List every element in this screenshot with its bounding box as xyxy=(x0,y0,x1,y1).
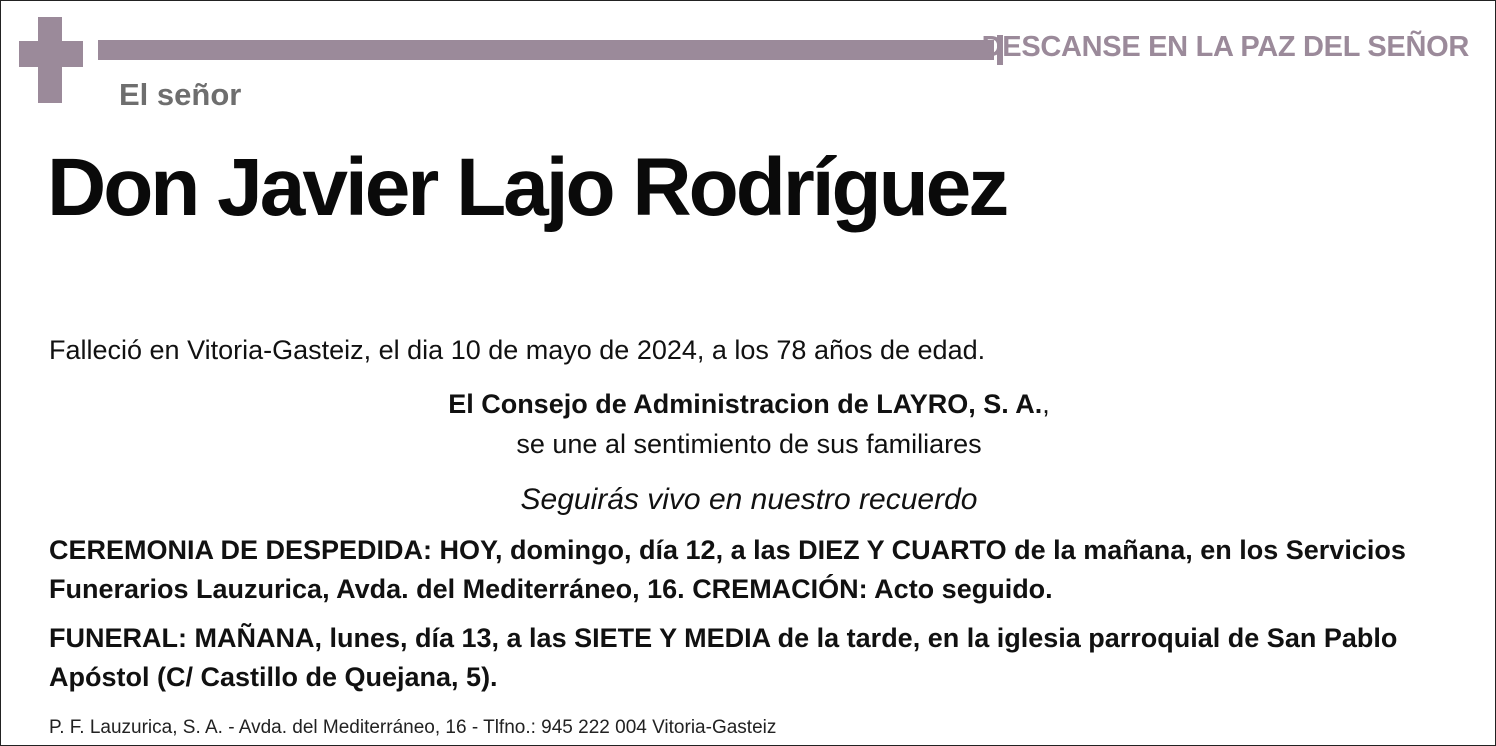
condolence-message: se une al sentimiento de sus familiares xyxy=(516,429,982,459)
header-rule xyxy=(98,40,994,60)
deceased-name: Don Javier Lajo Rodríguez xyxy=(47,142,1007,233)
latin-cross-icon xyxy=(19,17,83,103)
remembrance-line: Seguirás vivo en nuestro recuerdo xyxy=(520,483,978,516)
death-announcement: Falleció en Vitoria-Gasteiz, el dia 10 de mayo de 2024, a los 78 años de edad. xyxy=(49,335,986,365)
funeral-home-footer: P. F. Lauzurica, S. A. - Avda. del Mediterráneo, 16 - Tlfno.: 945 222 004 Vitoria-Gasteiz xyxy=(49,717,777,738)
condolence-org: El Consejo de Administracion de LAYRO, S. A. xyxy=(448,389,1043,419)
condolence-org-line xyxy=(1,389,1496,420)
header-motto: DESCANSE EN LA PAZ DEL SEÑOR xyxy=(981,31,1469,63)
funeral-details: FUNERAL: MAÑANA, lunes, día 13, a las SIETE Y MEDIA de la tarde, en la iglesia parroquial de San Pablo Apóstol (C/ Castillo de Quejana, 5). xyxy=(49,623,1398,692)
deceased-intro: El señor xyxy=(119,77,242,112)
ceremony-details: CEREMONIA DE DESPEDIDA: HOY, domingo, día 12, a las DIEZ Y CUARTO de la mañana, en los Servicios Funerarios Lauzurica, Avda. del Mediterráneo, 16. CREMACIÓN: Acto seguido. xyxy=(49,535,1406,604)
condolence-org-suffix: , xyxy=(1042,389,1050,419)
